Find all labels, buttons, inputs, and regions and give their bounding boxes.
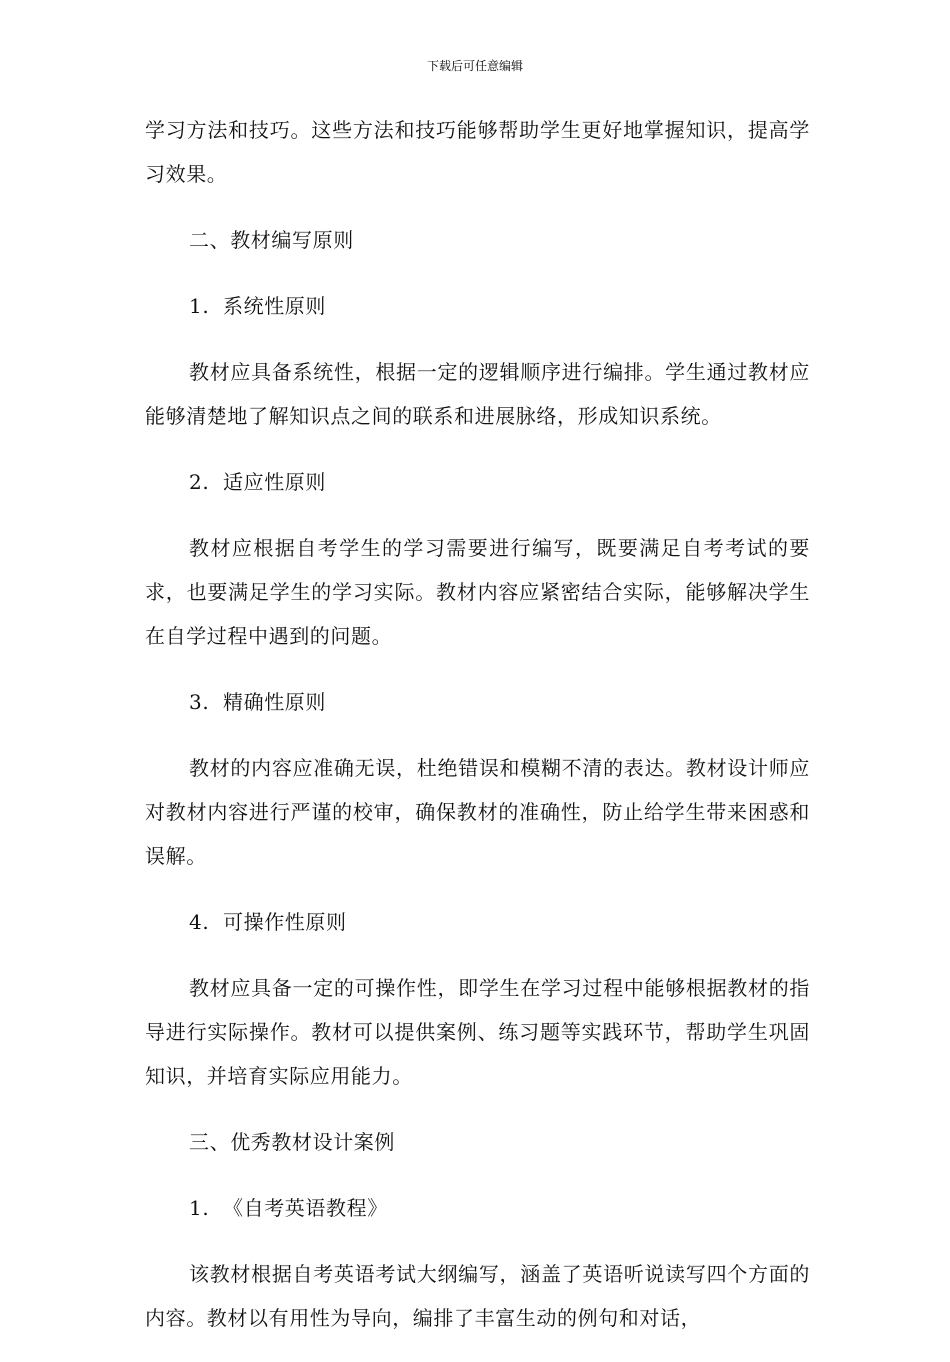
subheading-number: 1. bbox=[189, 1196, 210, 1220]
section-heading-3: 三、优秀教材设计案例 bbox=[189, 1130, 395, 1154]
subheading-number: 3. bbox=[189, 690, 210, 714]
page-header: 下载后可任意编辑 bbox=[426, 59, 523, 73]
paragraph-adaptability: 教材应根据自考学生的学习需要进行编写，既要满足自考考试的要求，也要满足学生的学习实际。教材内容应紧密结合实际，能够解决学生在自学过程中遇到的问题。 bbox=[145, 536, 810, 648]
subheading-number: 2. bbox=[189, 470, 210, 494]
subheading-systematic bbox=[145, 284, 810, 328]
paragraph-case-english: 该教材根据自考英语考试大纲编写，涵盖了英语听说读写四个方面的内容。教材以有用性为导向，编排了丰富生动的例句和对话， bbox=[145, 1262, 810, 1330]
subheading-adaptability bbox=[145, 460, 810, 504]
subheading-operability bbox=[145, 900, 810, 944]
subheading-case-english bbox=[145, 1186, 810, 1230]
paragraph-systematic: 教材应具备系统性，根据一定的逻辑顺序进行编排。学生通过教材应能够清楚地了解知识点之间的联系和进展脉络，形成知识系统。 bbox=[145, 360, 810, 428]
section-heading-2: 二、教材编写原则 bbox=[189, 228, 354, 252]
paragraph-intro-continuation: 学习方法和技巧。这些方法和技巧能够帮助学生更好地掌握知识，提高学习效果。 bbox=[145, 118, 810, 186]
document-body bbox=[145, 108, 810, 1362]
subheading-title: 精确性原则 bbox=[223, 690, 326, 714]
subheading-title: 《自考英语教程》 bbox=[223, 1196, 388, 1220]
subheading-accuracy bbox=[145, 680, 810, 724]
subheading-number: 1. bbox=[189, 294, 210, 318]
subheading-title: 适应性原则 bbox=[223, 470, 326, 494]
paragraph-operability: 教材应具备一定的可操作性，即学生在学习过程中能够根据教材的指导进行实际操作。教材可以提供案例、练习题等实践环节，帮助学生巩固知识，并培育实际应用能力。 bbox=[145, 976, 810, 1088]
subheading-number: 4. bbox=[189, 910, 210, 934]
subheading-title: 可操作性原则 bbox=[223, 910, 347, 934]
subheading-title: 系统性原则 bbox=[223, 294, 326, 318]
paragraph-accuracy: 教材的内容应准确无误，杜绝错误和模糊不清的表达。教材设计师应对教材内容进行严谨的校审，确保教材的准确性，防止给学生带来困惑和误解。 bbox=[145, 756, 810, 868]
